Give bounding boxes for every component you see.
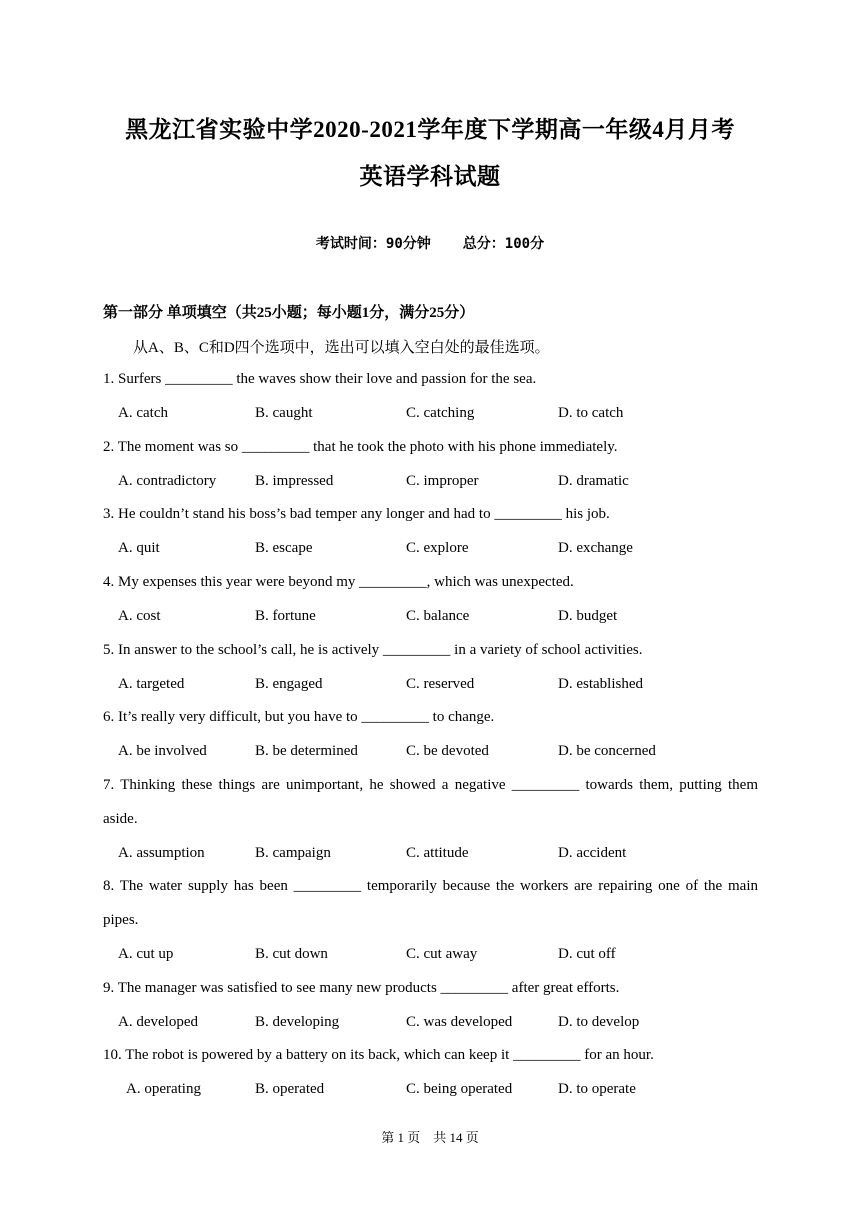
- question-2-option-a: A. contradictory: [118, 473, 217, 489]
- question-8-stem: 8. The water supply has been _________ temporarily because the workers are repairing one of the main: [103, 878, 758, 894]
- question-1-stem: 1. Surfers _________ the waves show their love and passion for the sea.: [103, 371, 537, 387]
- question-6-option-d: D. be concerned: [558, 743, 656, 759]
- exam-title-line2: 英语学科试题: [359, 164, 501, 189]
- question-7-option-b: B. campaign: [255, 845, 331, 861]
- question-1-option-d: D. to catch: [558, 405, 624, 421]
- exam-title-line1: 黑龙江省实验中学2020-2021学年度下学期高一年级4月月考: [125, 117, 735, 142]
- exam-meta: [0, 233, 860, 253]
- question-8-stem-continued: pipes.: [103, 912, 139, 928]
- question-10-option-a: A. operating: [126, 1081, 201, 1097]
- question-1-option-b: B. caught: [255, 405, 313, 421]
- question-3-option-b: B. escape: [255, 540, 313, 556]
- question-3-option-c: C. explore: [406, 540, 469, 556]
- question-4-option-d: D. budget: [558, 608, 618, 624]
- question-7-option-a: A. assumption: [118, 845, 205, 861]
- question-4-stem: 4. My expenses this year were beyond my _________, which was unexpected.: [103, 574, 574, 590]
- question-8-option-d: D. cut off: [558, 946, 616, 962]
- question-2-option-d: D. dramatic: [558, 473, 629, 489]
- section-instruction: 从A、B、C和D四个选项中，选出可以填入空白处的最佳选项。: [133, 340, 550, 356]
- question-8-option-a: A. cut up: [118, 946, 174, 962]
- question-4-option-b: B. fortune: [255, 608, 316, 624]
- question-10-option-c: C. being operated: [406, 1081, 513, 1097]
- question-3-stem: 3. He couldn’t stand his boss’s bad temper any longer and had to _________ his job.: [103, 506, 610, 522]
- question-1-option-a: A. catch: [118, 405, 168, 421]
- question-9-option-d: D. to develop: [558, 1014, 640, 1030]
- question-10-option-d: D. to operate: [558, 1081, 636, 1097]
- question-7-option-c: C. attitude: [406, 845, 469, 861]
- section-heading: 第一部分 单项填空（共25小题；每小题1分，满分25分）: [103, 305, 475, 321]
- question-2-option-c: C. improper: [406, 473, 479, 489]
- question-5-stem: 5. In answer to the school’s call, he is actively _________ in a variety of school activities.: [103, 642, 643, 658]
- question-2-stem: 2. The moment was so _________ that he took the photo with his phone immediately.: [103, 439, 618, 455]
- question-10-option-b: B. operated: [255, 1081, 325, 1097]
- question-5-option-b: B. engaged: [255, 676, 323, 692]
- question-9-option-c: C. was developed: [406, 1014, 513, 1030]
- question-2-option-b: B. impressed: [255, 473, 334, 489]
- question-5-option-d: D. established: [558, 676, 643, 692]
- question-4-option-a: A. cost: [118, 608, 161, 624]
- question-6-stem: 6. It’s really very difficult, but you have to _________ to change.: [103, 709, 495, 725]
- question-4-option-c: C. balance: [406, 608, 470, 624]
- question-7-stem-continued: aside.: [103, 811, 138, 827]
- question-3-option-d: D. exchange: [558, 540, 633, 556]
- question-3-option-a: A. quit: [118, 540, 160, 556]
- question-1-option-c: C. catching: [406, 405, 475, 421]
- page-footer: 第 1 页 共 14 页: [381, 1130, 479, 1145]
- question-8-option-b: B. cut down: [255, 946, 328, 962]
- question-5-option-a: A. targeted: [118, 676, 185, 692]
- question-7-option-d: D. accident: [558, 845, 627, 861]
- question-5-option-c: C. reserved: [406, 676, 475, 692]
- question-8-option-c: C. cut away: [406, 946, 478, 962]
- question-10-stem: 10. The robot is powered by a battery on its back, which can keep it _________ for an hour.: [103, 1047, 654, 1063]
- question-6-option-b: B. be determined: [255, 743, 358, 759]
- question-9-option-a: A. developed: [118, 1014, 198, 1030]
- question-9-stem: 9. The manager was satisfied to see many new products _________ after great efforts.: [103, 980, 620, 996]
- question-6-option-c: C. be devoted: [406, 743, 489, 759]
- question-9-option-b: B. developing: [255, 1014, 340, 1030]
- total-score: 总分：100分: [462, 236, 545, 252]
- question-7-stem: 7. Thinking these things are unimportant, he showed a negative _________ towards them, putting them: [103, 777, 758, 793]
- question-6-option-a: A. be involved: [118, 743, 207, 759]
- exam-time: 考试时间：90分钟: [315, 236, 431, 252]
